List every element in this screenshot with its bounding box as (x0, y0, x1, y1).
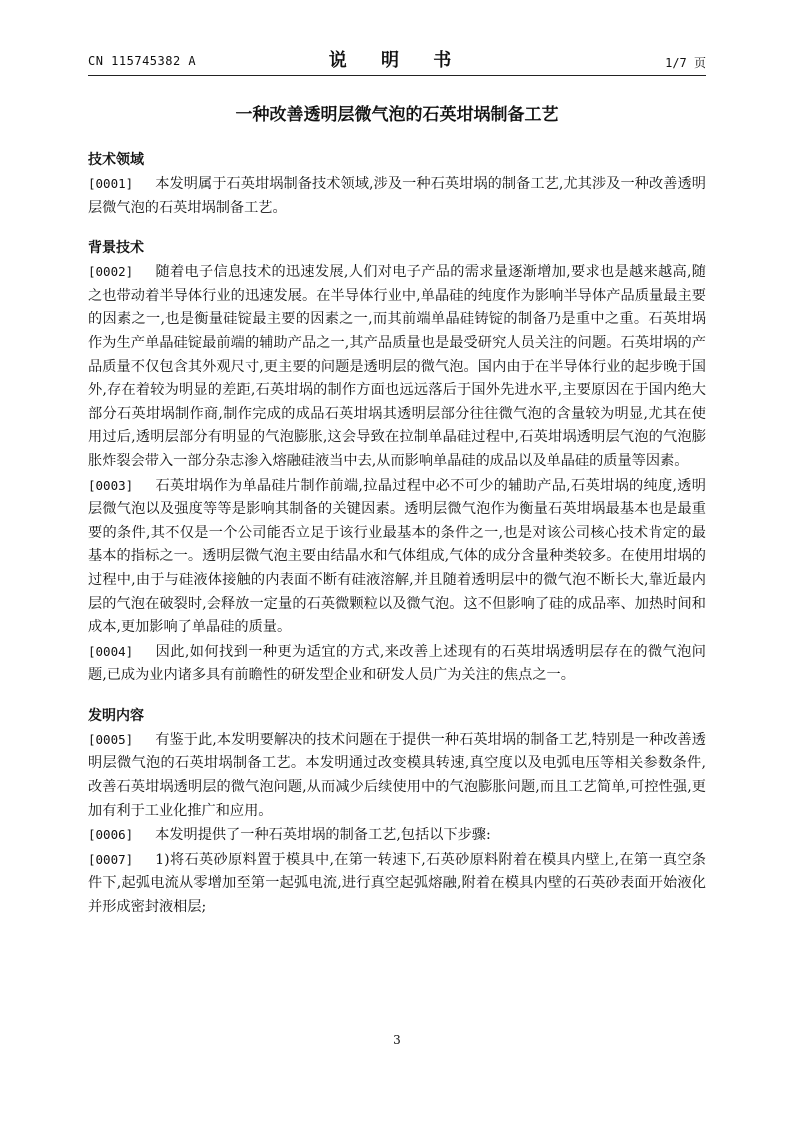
section-invention-content (88, 704, 706, 920)
section-heading: 技术领域 (88, 152, 144, 168)
page-number: 3 (393, 1033, 401, 1047)
paragraph (88, 823, 706, 848)
paragraph-number: [0007] (88, 851, 134, 867)
paragraph-text: 随着电子信息技术的迅速发展,人们对电子产品的需求量逐渐增加,要求也是越来越高,随之也带动着半导体行业的迅速发展。在半导体行业中,单晶硅的纯度作为影响半导体产品质量最主要的因素之一,也是衡量硅锭最主要的因素之一,而其前端单晶硅铸锭的制备乃是重中之重。石英坩埚作为生产单晶硅锭最前端的辅助产品之一,其产品质量也是最受研究人员关注的问题。石英坩埚的产品质量不仅包含其外观尺寸,更主要的问题是透明层的微气泡。国内由于在半导体行业的起步晚于国外,存在着较为明显的差距,石英坩埚的制作方面也远远落后于国外先进水平,主要原因在于国内绝大部分石英坩埚制作商,制作完成的成品石英坩埚其透明层部分往往微气泡的含量较为明显,尤其在使用过后,透明层部分有明显的气泡膨胀,这会导致在拉制单晶硅过程中,石英坩埚透明层气泡的气泡膨胀炸裂会带入一部分杂志渗入熔融硅液当中去,从而影响单晶硅的成品以及单晶硅的质量等因素。 (88, 264, 706, 469)
paragraph (88, 474, 706, 640)
paragraph-number: [0003] (88, 477, 134, 493)
document-body (88, 148, 706, 920)
paragraph (88, 640, 706, 688)
paragraph-number: [0004] (88, 643, 134, 659)
paragraph-text: 本发明提供了一种石英坩埚的制备工艺,包括以下步骤: (155, 827, 491, 844)
paragraph (88, 848, 706, 920)
document-title: 一种改善透明层微气泡的石英坩埚制备工艺 (235, 105, 559, 125)
paragraph-number: [0005] (88, 731, 134, 747)
paragraph-number: [0006] (88, 827, 134, 843)
patent-number: CN 115745382 A (88, 54, 197, 68)
paragraph-text: 1)将石英砂原料置于模具中,在第一转速下,石英砂原料附着在模具内壁上,在第一真空条件下,起弧电流从零增加至第一起弧电流,进行真空起弧熔融,附着在模具内壁的石英砂表面开始液化并形成密封液相层; (88, 851, 706, 916)
section-technical-field (88, 148, 706, 220)
paragraph-number: [0002] (88, 264, 134, 280)
page-counter: 1/7 页 (665, 56, 706, 70)
section-background (88, 236, 706, 688)
paragraph-text: 本发明属于石英坩埚制备技术领域,涉及一种石英坩埚的制备工艺,尤其涉及一种改善透明层微气泡的石英坩埚制备工艺。 (88, 176, 706, 216)
paragraph (88, 172, 706, 220)
paragraph-number: [0001] (88, 176, 134, 191)
document-type: 说 明 书 (328, 50, 466, 71)
section-heading: 背景技术 (88, 240, 144, 257)
section-heading: 发明内容 (88, 707, 144, 724)
page-header (88, 46, 706, 74)
paragraph-text: 有鉴于此,本发明要解决的技术问题在于提供一种石英坩埚的制备工艺,特别是一种改善透明层微气泡的石英坩埚制备工艺。本发明通过改变模具转速,真空度以及电弧电压等相关参数条件,改善石英坩埚透明层的微气泡问题,从而减少后续使用中的气泡膨胀问题,而且工艺简单,可控性强,更加有利于工业化推广和应用。 (88, 731, 706, 819)
header-rule (88, 75, 706, 76)
paragraph (88, 728, 706, 823)
paragraph (88, 260, 706, 473)
paragraph-text: 因此,如何找到一种更为适宜的方式,来改善上述现有的石英坩埚透明层存在的微气泡问题,已成为业内诸多具有前瞻性的研发型企业和研发人员广为关注的焦点之一。 (88, 643, 706, 684)
paragraph-text: 石英坩埚作为单晶硅片制作前端,拉晶过程中必不可少的辅助产品,石英坩埚的纯度,透明层微气泡以及强度等等是影响其制备的关键因素。透明层微气泡作为衡量石英坩埚最基本也是最重要的条件,其不仅是一个公司能否立足于该行业最基本的条件之一,也是对该公司核心技术肯定的最基本的指标之一。透明层微气泡主要由结晶水和气体组成,气体的成分含量种类较多。在使用坩埚的过程中,由于与硅液体接触的内表面不断有硅液溶解,并且随着透明层中的微气泡不断长大,靠近最内层的气泡在破裂时,会释放一定量的石英微颗粒以及微气泡。这不但影响了硅的成品率、加热时间和成本,更加影响了单晶硅的质量。 (88, 477, 706, 636)
